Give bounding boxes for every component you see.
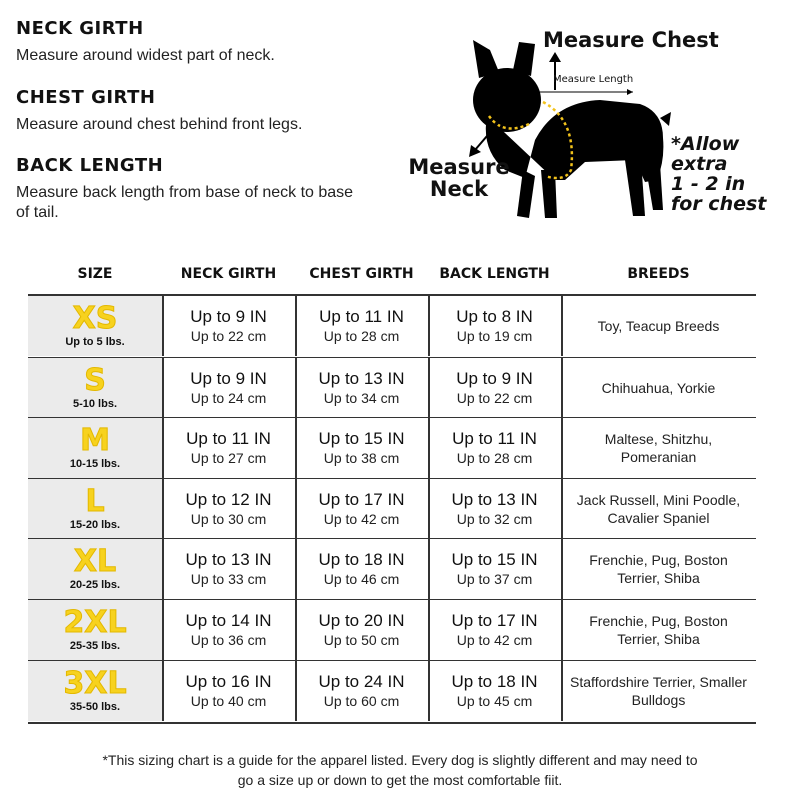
chest-inches: Up to 11 IN (319, 307, 404, 326)
chest-girth-cell (295, 539, 430, 599)
header-size: SIZE (77, 266, 113, 282)
breed-list: Chihuahua, Yorkie (601, 379, 716, 396)
chest-girth-desc: Measure around chest behind front legs. (16, 116, 303, 133)
chest-girth-cell (295, 358, 430, 418)
neck-cm: Up to 33 cm (190, 571, 267, 588)
breeds-cell (561, 358, 756, 418)
back-length-cell (428, 661, 563, 721)
table-body (28, 294, 756, 724)
back-inches: Up to 18 IN (451, 671, 538, 691)
size-label: XL (73, 544, 117, 580)
size-label: S (84, 362, 106, 398)
chest-cm: Up to 60 cm (323, 692, 400, 709)
back-inches: Up to 13 IN (451, 489, 538, 509)
chest-girth-cell (295, 296, 430, 356)
back-cm: Up to 22 cm (456, 389, 533, 406)
back-cm: Up to 28 cm (456, 450, 533, 467)
neck-cm: Up to 24 cm (190, 389, 267, 406)
size-cell (28, 600, 164, 660)
header-neck-girth: NECK GIRTH (180, 266, 277, 282)
back-cm: Up to 19 cm (456, 328, 533, 344)
chest-inches: Up to 24 IN (318, 671, 405, 691)
size-cell (28, 296, 164, 356)
neck-girth-cell (162, 418, 297, 478)
neck-inches: Up to 9 IN (190, 368, 267, 388)
neck-cm: Up to 40 cm (190, 692, 267, 709)
back-length-cell (428, 418, 563, 478)
header-breeds: BREEDS (627, 266, 690, 282)
size-label: 2XL (63, 605, 127, 640)
chest-cm: Up to 46 cm (323, 571, 400, 588)
back-length-cell (428, 600, 563, 660)
dog-measure-diagram (395, 20, 795, 230)
breed-list: Frenchie, Pug, Boston Terrier, Shiba (589, 552, 728, 587)
neck-inches: Up to 14 IN (185, 611, 272, 630)
size-cell (28, 479, 164, 539)
weight-range: 35-50 lbs. (69, 700, 121, 713)
back-inches: Up to 17 IN (451, 611, 538, 630)
neck-girth-cell (162, 358, 297, 418)
table-row (28, 296, 756, 356)
measure-chest-label: Measure Chest (543, 28, 719, 52)
measure-neck-label (403, 156, 515, 200)
size-label: L (85, 483, 105, 519)
neck-girth-cell (162, 600, 297, 660)
size-label: M (80, 423, 110, 459)
back-cm: Up to 37 cm (456, 571, 533, 588)
weight-range: 20-25 lbs. (69, 579, 121, 592)
back-cm: Up to 32 cm (456, 510, 533, 527)
breed-list: Frenchie, Pug, Boston Terrier, Shiba (589, 613, 728, 647)
table-header (28, 260, 756, 294)
weight-range: 5-10 lbs. (72, 397, 118, 410)
neck-girth-title: NECK GIRTH (16, 18, 144, 39)
breeds-cell (561, 539, 756, 599)
allow-extra-note (671, 134, 766, 214)
back-length-title: BACK LENGTH (16, 155, 164, 176)
breed-list: Staffordshire Terrier, Smaller Bulldogs (570, 673, 747, 708)
chest-inches: Up to 17 IN (318, 489, 405, 509)
size-cell (28, 418, 164, 478)
back-length-cell (428, 539, 563, 599)
weight-range: 15-20 lbs. (69, 518, 121, 531)
back-length-cell (428, 358, 563, 418)
measure-length-label: Measure Length (553, 74, 634, 85)
neck-inches: Up to 9 IN (190, 307, 267, 326)
sizing-footnote-text: *This sizing chart is a guide for the apparel listed. Every dog is slightly different and may need to go a size up or down to get the most comfortable fiit. (102, 752, 698, 788)
back-length-desc: Measure back length from base of neck to base of tail. (16, 184, 354, 221)
size-cell (28, 539, 164, 599)
neck-cm: Up to 30 cm (190, 510, 267, 527)
table-row (28, 417, 756, 478)
back-inches: Up to 9 IN (456, 368, 533, 388)
allow-line4: for chest (671, 193, 767, 215)
neck-inches: Up to 16 IN (185, 671, 272, 691)
neck-inches: Up to 13 IN (185, 550, 272, 570)
back-inches: Up to 11 IN (452, 429, 537, 449)
back-inches: Up to 15 IN (451, 550, 538, 570)
weight-range: Up to 5 lbs. (65, 336, 125, 348)
table-row (28, 357, 756, 418)
neck-girth-cell (162, 661, 297, 721)
chest-cm: Up to 28 cm (323, 328, 400, 344)
neck-inches: Up to 11 IN (186, 429, 271, 449)
neck-cm: Up to 22 cm (190, 328, 267, 344)
table-row (28, 599, 756, 660)
allow-line2: extra (671, 153, 728, 175)
breed-list: Toy, Teacup Breeds (597, 318, 720, 334)
chest-inches: Up to 20 IN (318, 611, 405, 630)
back-cm: Up to 42 cm (456, 632, 533, 648)
header-back-length: BACK LENGTH (439, 266, 550, 282)
sizing-footnote (0, 750, 800, 790)
chest-inches: Up to 18 IN (318, 550, 405, 570)
breeds-cell (561, 600, 756, 660)
table-row (28, 538, 756, 599)
allow-line1: *Allow (671, 133, 740, 155)
size-cell (28, 661, 164, 721)
neck-cm: Up to 36 cm (190, 632, 267, 648)
neck-girth-desc: Measure around widest part of neck. (16, 47, 275, 64)
breed-list: Jack Russell, Mini Poodle, Cavalier Spaniel (576, 491, 741, 526)
chest-cm: Up to 38 cm (323, 450, 400, 467)
size-cell (28, 358, 164, 418)
chest-inches: Up to 15 IN (318, 429, 405, 449)
chest-cm: Up to 34 cm (323, 389, 400, 406)
back-length-cell (428, 479, 563, 539)
back-inches: Up to 8 IN (456, 307, 533, 326)
measure-neck-line1: Measure (408, 155, 510, 179)
weight-range: 25-35 lbs. (69, 640, 121, 652)
neck-girth-cell (162, 539, 297, 599)
chest-girth-title: CHEST GIRTH (16, 87, 156, 108)
neck-girth-cell (162, 296, 297, 356)
allow-line3: 1 - 2 in (671, 173, 746, 195)
table-row (28, 660, 756, 721)
chest-inches: Up to 13 IN (318, 368, 405, 388)
breeds-cell (561, 661, 756, 721)
back-cm: Up to 45 cm (456, 692, 533, 709)
weight-range: 10-15 lbs. (69, 458, 121, 471)
chest-girth-cell (295, 600, 430, 660)
chest-girth-cell (295, 418, 430, 478)
neck-inches: Up to 12 IN (185, 489, 272, 509)
neck-cm: Up to 27 cm (190, 450, 267, 467)
size-label: 3XL (63, 665, 127, 701)
chest-cm: Up to 42 cm (323, 510, 400, 527)
neck-girth-cell (162, 479, 297, 539)
back-length-cell (428, 296, 563, 356)
chest-cm: Up to 50 cm (323, 632, 400, 648)
header-chest-girth: CHEST GIRTH (309, 266, 414, 282)
table-row (28, 478, 756, 539)
breed-list: Maltese, Shitzhu, Pomeranian (604, 431, 713, 466)
measure-neck-line2: Neck (429, 177, 489, 201)
breeds-cell (561, 296, 756, 356)
size-label: XS (72, 301, 118, 336)
chest-girth-cell (295, 479, 430, 539)
breeds-cell (561, 418, 756, 478)
breeds-cell (561, 479, 756, 539)
chest-girth-cell (295, 661, 430, 721)
